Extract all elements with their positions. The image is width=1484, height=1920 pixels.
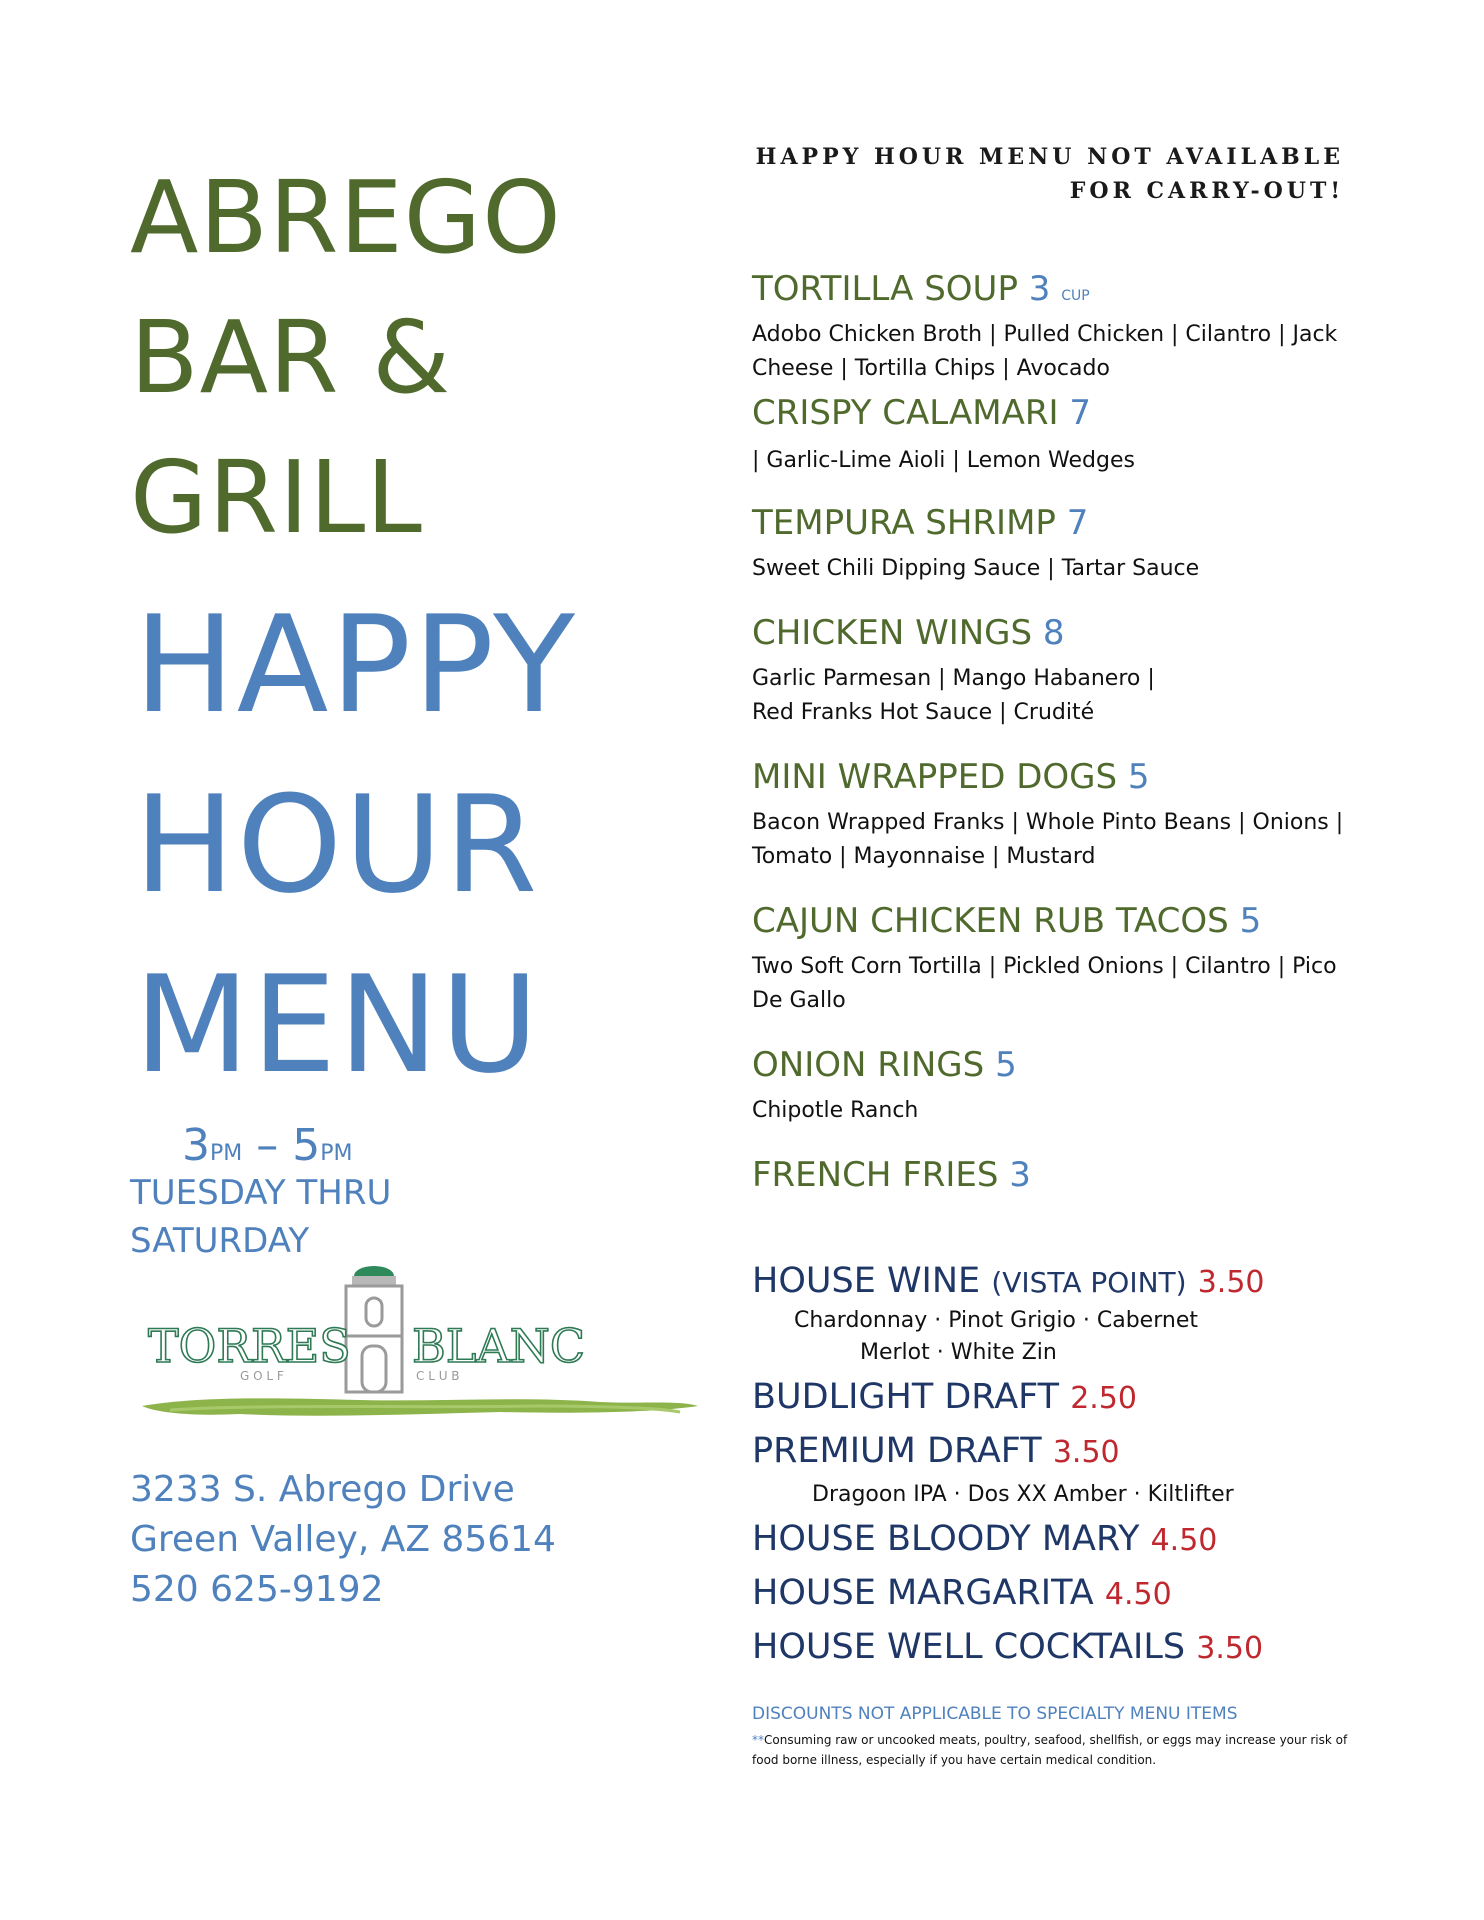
address-street: 3233 S. Abrego Drive — [130, 1469, 515, 1510]
carryout-notice-line-1: HAPPY HOUR MENU NOT AVAILABLE — [755, 144, 1344, 170]
menu-item-crispy-calamari: CRISPY CALAMARI 7 — [752, 393, 1091, 433]
address-city: Green Valley, AZ 85614 — [130, 1519, 556, 1560]
menu-item-desc: De Gallo — [752, 988, 846, 1013]
svg-text:BLANC: BLANC — [412, 1319, 586, 1373]
days-line-1: TUESDAY THRU — [130, 1173, 392, 1213]
menu-title-line-3: MENU — [134, 947, 541, 1103]
carryout-notice-line-2: FOR CARRY-OUT! — [1069, 178, 1344, 204]
menu-item-chicken-wings: CHICKEN WINGS 8 — [752, 613, 1065, 653]
drink-sub: Dragoon IPA · Dos XX Amber · Kiltlifter — [812, 1482, 1234, 1507]
drink-house-well-cocktails: HOUSE WELL COCKTAILS 3.50 — [752, 1627, 1264, 1667]
menu-item-desc: Tomato | Mayonnaise | Mustard — [752, 844, 1096, 869]
menu-item-desc: Red Franks Hot Sauce | Crudité — [752, 700, 1095, 725]
days-line-2: SATURDAY — [130, 1221, 310, 1261]
drink-house-bloody-mary: HOUSE BLOODY MARY 4.50 — [752, 1519, 1218, 1559]
menu-item-desc: Two Soft Corn Tortilla | Pickled Onions | Cilantro | Pico — [752, 954, 1337, 979]
torres-blanc-logo — [140, 1262, 700, 1422]
phone-number[interactable]: 520 625-9192 — [130, 1569, 384, 1610]
menu-item-tortilla-soup: TORTILLA SOUP 3 CUP — [752, 269, 1090, 309]
menu-item-mini-wrapped-dogs: MINI WRAPPED DOGS 5 — [752, 757, 1150, 797]
svg-text:C L U B: C L U B — [416, 1369, 460, 1383]
restaurant-name-line-2: BAR & — [130, 299, 452, 416]
menu-item-onion-rings: ONION RINGS 5 — [752, 1045, 1017, 1085]
svg-text:G O L F: G O L F — [240, 1369, 284, 1383]
menu-item-desc: Cheese | Tortilla Chips | Avocado — [752, 356, 1110, 381]
menu-item-desc: Garlic Parmesan | Mango Habanero | — [752, 666, 1155, 691]
menu-item-desc: Chipotle Ranch — [752, 1098, 919, 1123]
happy-hour-times: 3PM – 5PM — [182, 1120, 353, 1171]
menu-item-desc: Sweet Chili Dipping Sauce | Tartar Sauce — [752, 556, 1200, 581]
menu-item-desc: | Garlic-Lime Aioli | Lemon Wedges — [752, 448, 1135, 473]
drink-sub: Merlot · White Zin — [860, 1340, 1057, 1365]
menu-item-french-fries: FRENCH FRIES 3 — [752, 1155, 1031, 1195]
drink-premium-draft: PREMIUM DRAFT 3.50 — [752, 1431, 1120, 1471]
drink-house-margarita: HOUSE MARGARITA 4.50 — [752, 1573, 1172, 1613]
menu-item-desc: Adobo Chicken Broth | Pulled Chicken | Cilantro | Jack — [752, 322, 1338, 347]
drink-house-wine: HOUSE WINE (VISTA POINT) 3.50 — [752, 1261, 1265, 1301]
drink-budlight-draft: BUDLIGHT DRAFT 2.50 — [752, 1377, 1137, 1417]
discount-disclaimer: DISCOUNTS NOT APPLICABLE TO SPECIALTY MENU ITEMS — [752, 1704, 1238, 1724]
menu-item-cajun-chicken-tacos: CAJUN CHICKEN RUB TACOS 5 — [752, 901, 1262, 941]
restaurant-name-line-3: GRILL — [130, 439, 423, 556]
menu-title-line-2: HOUR — [134, 767, 540, 923]
tower-icon — [346, 1266, 402, 1392]
health-warning-line-2: food borne illness, especially if you have certain medical condition. — [752, 1753, 1157, 1767]
menu-item-desc: Bacon Wrapped Franks | Whole Pinto Beans | Onions | — [752, 810, 1344, 835]
restaurant-name-line-1: ABREGO — [130, 159, 562, 276]
menu-item-tempura-shrimp: TEMPURA SHRIMP 7 — [752, 503, 1089, 543]
health-warning-line-1: **Consuming raw or uncooked meats, poultry, seafood, shellfish, or eggs may increase your risk of — [752, 1733, 1348, 1747]
menu-title-line-1: HAPPY — [134, 587, 577, 743]
svg-text:TORRES: TORRES — [148, 1319, 351, 1373]
drink-sub: Chardonnay · Pinot Grigio · Cabernet — [794, 1308, 1198, 1333]
